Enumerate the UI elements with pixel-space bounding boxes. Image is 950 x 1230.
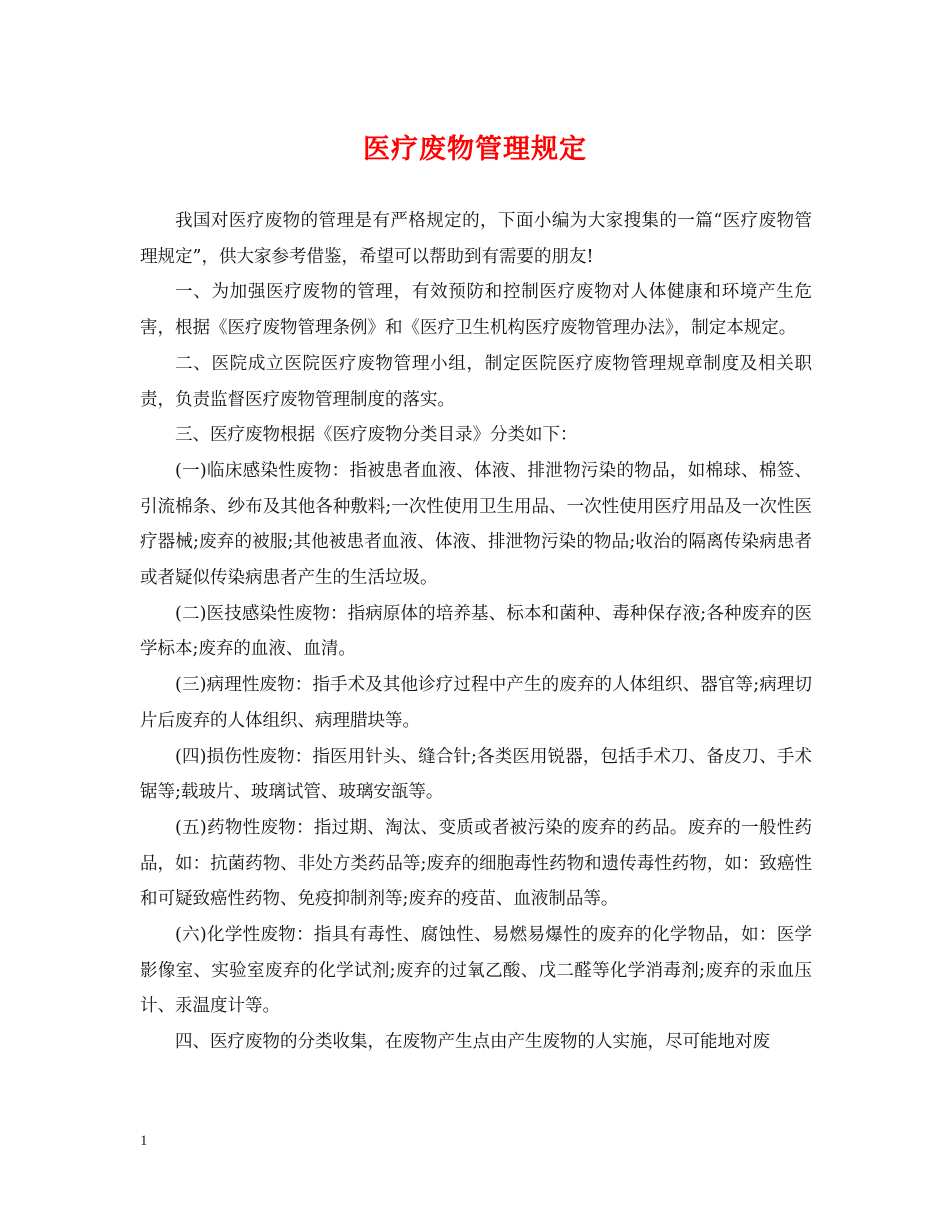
paragraph-section-4: 四、医疗废物的分类收集，在废物产生点由产生废物的人实施，尽可能地对废 xyxy=(175,1032,770,1053)
page-number: 1 xyxy=(140,1133,148,1149)
paragraph-section-2: 二、医院成立医院医疗废物管理小组，制定医院医疗废物管理规章制度及相关职责，负责监督医疗废物管理制度的落实。 xyxy=(140,353,812,410)
paragraph-section-1: 一、为加强医疗废物的管理，有效预防和控制医疗废物对人体健康和环境产生危害，根据《医疗废物管理条例》和《医疗卫生机构医疗废物管理办法》，制定本规定。 xyxy=(140,282,812,339)
page-title: 医疗废物管理规定 xyxy=(363,134,587,165)
paragraph-section-3: 三、医疗废物根据《医疗废物分类目录》分类如下： xyxy=(175,425,578,446)
paragraph-category-3: (三)病理性废物：指手术及其他诊疗过程中产生的废弃的人体组织、器官等;病理切片后废弃的人体组织、病理腊块等。 xyxy=(140,675,812,731)
paragraph-category-2: (二)医技感染性废物：指病原体的培养基、标本和菌种、毒种保存液;各种废弃的医学标本;废弃的血液、血清。 xyxy=(140,603,812,660)
paragraph-category-4: (四)损伤性废物：指医用针头、缝合针;各类医用锐器，包括手术刀、备皮刀、手术锯等;载玻片、玻璃试管、玻璃安瓿等。 xyxy=(140,746,812,803)
document-body xyxy=(140,204,812,1061)
paragraph-category-6: (六)化学性废物：指具有毒性、腐蚀性、易燃易爆性的废弃的化学物品，如：医学影像室、实验室废弃的化学试剂;废弃的过氧乙酸、戊二醛等化学消毒剂;废弃的汞血压计、汞温度计等。 xyxy=(140,925,812,1017)
paragraph-category-1: (一)临床感染性废物：指被患者血液、体液、排泄物污染的物品，如棉球、棉签、引流棉条、纱布及其他各种敷料;一次性使用卫生用品、一次性使用医疗用品及一次性医疗器械;废弃的被服;其他被患者血液、体液、排泄物污染的物品;收治的隔离传染病患者或者疑似传染病患者产生的生活垃圾。 xyxy=(140,460,812,589)
paragraph-category-5: (五)药物性废物：指过期、淘汰、变质或者被污染的废弃的药品。废弃的一般性药品，如：抗菌药物、非处方类药品等;废弃的细胞毒性药物和遗传毒性药物，如：致癌性和可疑致癌性药物、免疫抑制剂等;废弃的疫苗、血液制品等。 xyxy=(140,817,812,910)
paragraph-intro: 我国对医疗废物的管理是有严格规定的，下面小编为大家搜集的一篇“医疗废物管理规定”，供大家参考借鉴，希望可以帮助到有需要的朋友! xyxy=(140,211,812,267)
